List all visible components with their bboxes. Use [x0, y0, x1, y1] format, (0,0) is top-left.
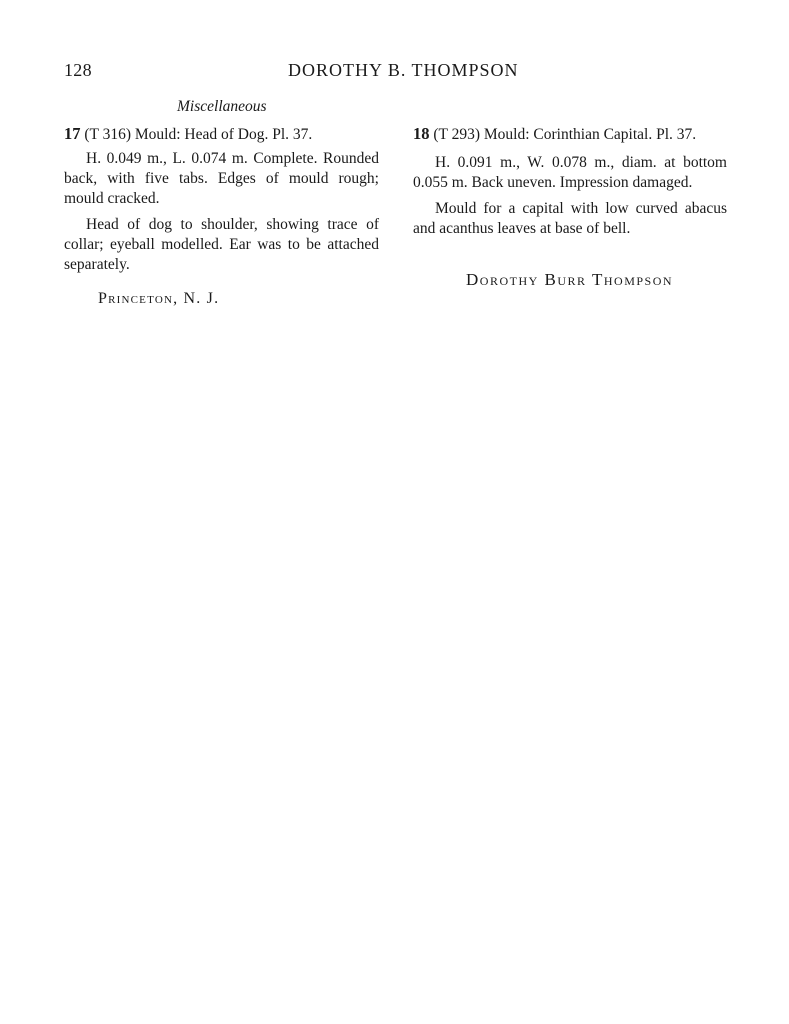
entry-heading	[413, 124, 727, 145]
entry-title: (T 316) Mould: Head of Dog. Pl. 37.	[84, 126, 313, 143]
place-line: Princeton, N. J.	[98, 290, 220, 307]
entry-description: H. 0.091 m., W. 0.078 m., diam. at bottom 0.055 m. Back uneven. Impression damaged.	[413, 154, 727, 191]
entry-description: Mould for a capital with low curved abacus and acanthus leaves at base of bell.	[413, 200, 727, 237]
author-signature: Dorothy Burr Thompson	[466, 270, 674, 289]
entry-description: H. 0.049 m., L. 0.074 m. Complete. Rounded back, with five tabs. Edges of mould rough; mould cracked.	[64, 150, 379, 207]
page-number: 128	[64, 60, 92, 80]
entry-heading	[64, 124, 379, 145]
running-title: DOROTHY B. THOMPSON	[288, 60, 519, 80]
entry-description: Head of dog to shoulder, showing trace of collar; eyeball modelled. Ear was to be attached separately.	[64, 216, 379, 273]
section-heading: Miscellaneous	[177, 98, 267, 115]
entry-number: 17	[64, 124, 81, 143]
entry-18	[413, 124, 727, 239]
entry-17	[64, 124, 379, 275]
entry-number: 18	[413, 124, 430, 143]
entry-title: (T 293) Mould: Corinthian Capital. Pl. 37.	[433, 126, 697, 143]
